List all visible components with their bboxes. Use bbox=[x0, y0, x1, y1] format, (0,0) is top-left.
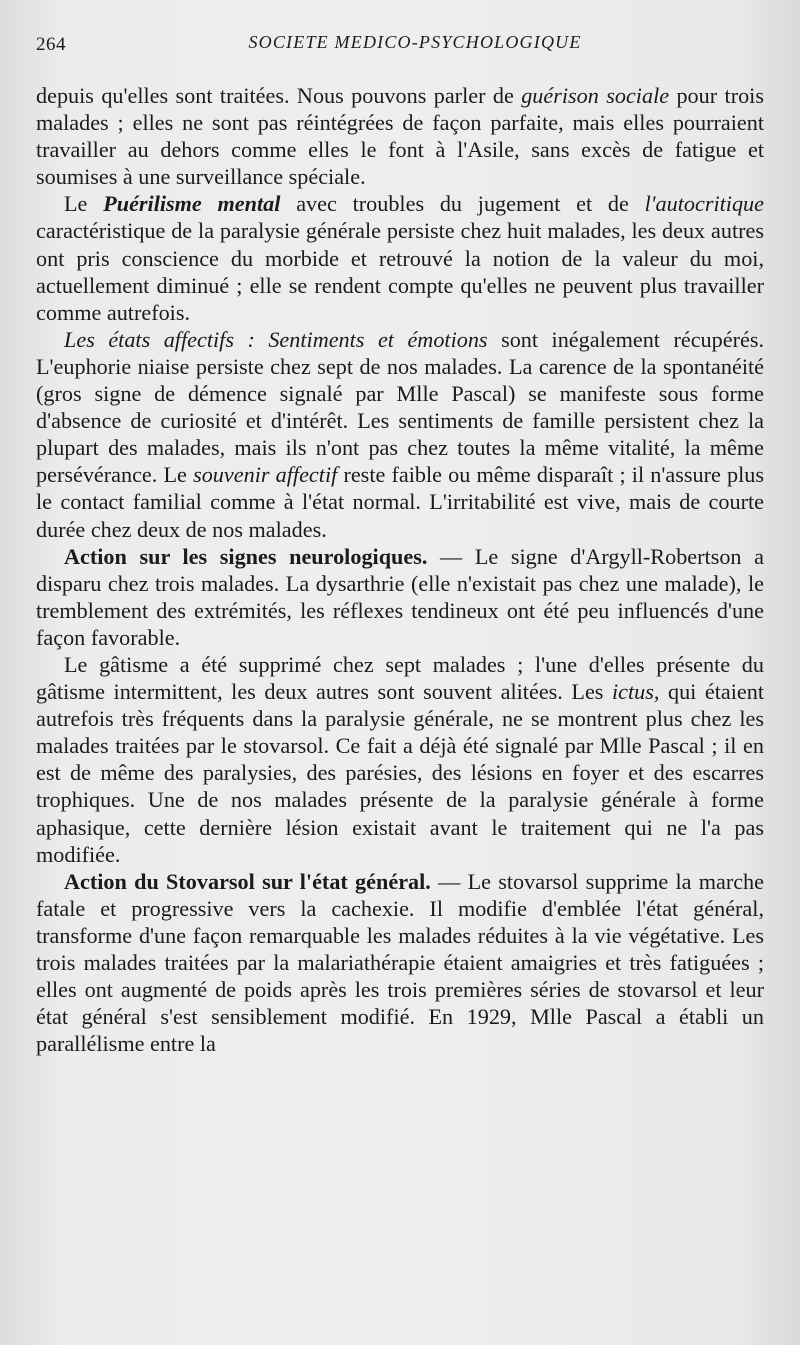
paragraph-6-text-1: — Le stovarsol supprime la marche fatale et progressive vers la cachexie. Il modifie d'emblée l'état général, transforme d'une façon remarquable les malades réduites à la vie végétative. Les trois malades traitées par la malariathérapie étaient amaigries et très fatiguées ; elles ont augmenté de poids après les trois premières séries de stovarsol et leur état général s'est sensiblement modifié. En 1929, Mlle Pascal a établi un parallélisme entre la bbox=[36, 868, 765, 1057]
running-head bbox=[36, 28, 764, 68]
body-text bbox=[36, 82, 764, 1057]
paragraph-2-text-1: Le bbox=[64, 191, 104, 217]
page-number: 264 bbox=[36, 34, 66, 55]
paragraph-1-text-2: pour trois malades ; elles ne sont pas réintégrées de façon parfaite, mais elles pourraient travailler au dehors comme elles le font à l'Asile, sans excès de fatigue et soumises à une surveillance spéciale. bbox=[36, 83, 764, 190]
paragraph-3-text-1: sont inégalement récupérés. L'euphorie niaise persiste chez sept de nos malades. La carence de la spontanéité (gros signe de démence signalé par Mlle Pascal) se manifeste sous forme d'absence de curiosité et d'intérêt. Les sentiments de famille persistent chez la plupart des malades, mais ils n'ont pas chez toutes la même vitalité, la même persévérance. Le bbox=[36, 326, 765, 488]
paragraph-5 bbox=[36, 651, 764, 868]
running-title: SOCIETE MEDICO-PSYCHOLOGIQUE bbox=[248, 32, 582, 52]
paragraph-2-text-3: caractéristique de la paralysie générale persiste chez huit malades, les deux autres ont pris conscience du morbide et retrouvé la notion de la valeur du moi, actuellement diminué ; elle se rendent compte qu'elles ne peuvent plus travailler comme autrefois. bbox=[36, 218, 764, 325]
paragraph-3-italic-2: souvenir affectif bbox=[193, 462, 338, 488]
paragraph-2-text-2: avec troubles du jugement et de bbox=[280, 191, 645, 217]
paragraph-4-text-1: — Le signe d'Argyll-Robertson a disparu chez trois malades. La dysarthrie (elle n'existait pas chez une malade), le tremblement des extrémités, les réflexes tendineux ont été peu influencés d'une façon favorable. bbox=[36, 543, 764, 650]
paragraph-5-italic-1: ictus, bbox=[611, 679, 660, 705]
paragraph-3-text-2: reste faible ou même disparaît ; il n'assure plus le contact familial comme à l'état normal. L'irritabilité est vive, mais de courte durée chez deux de nos malades. bbox=[36, 462, 765, 542]
paragraph-1-italic-1: guérison sociale bbox=[521, 83, 670, 108]
paragraph-5-text-2: qui étaient autrefois très fréquents dans la paralysie générale, ne se montrent plus chez les malades traitées par le stovarsol. Ce fait a déjà été signalé par Mlle Pascal ; il en est de même des paralysies, des parésies, des lésions en foyer et des escarres trophiques. Une de nos malades présente de la paralysie générale à forme aphasique, cette dernière lésion existait avant le traitement qui ne l'a pas modifiée. bbox=[36, 679, 765, 867]
paragraph-1-text-1: depuis qu'elles sont traitées. Nous pouvons parler de bbox=[36, 83, 522, 108]
paragraph-6 bbox=[36, 868, 764, 1058]
paragraph-4 bbox=[36, 543, 764, 651]
paragraph-4-heading: Action sur les signes neurologiques. bbox=[64, 543, 428, 569]
paragraph-2 bbox=[36, 190, 764, 325]
paragraph-2-italic-2: l'autocritique bbox=[644, 191, 764, 217]
paragraph-3 bbox=[36, 326, 764, 543]
paragraph-5-text-1: Le gâtisme a été supprimé chez sept malades ; l'une d'elles présente du gâtisme intermittent, les deux autres sont souvent alitées. Les bbox=[36, 651, 764, 705]
paragraph-2-italic-1: Puérilisme mental bbox=[103, 191, 281, 217]
paragraph-3-italic-1: Les états affectifs : Sentiments et émotions bbox=[64, 326, 488, 352]
paragraph-1 bbox=[36, 82, 764, 190]
paragraph-6-heading: Action du Stovarsol sur l'état général. bbox=[64, 868, 431, 894]
